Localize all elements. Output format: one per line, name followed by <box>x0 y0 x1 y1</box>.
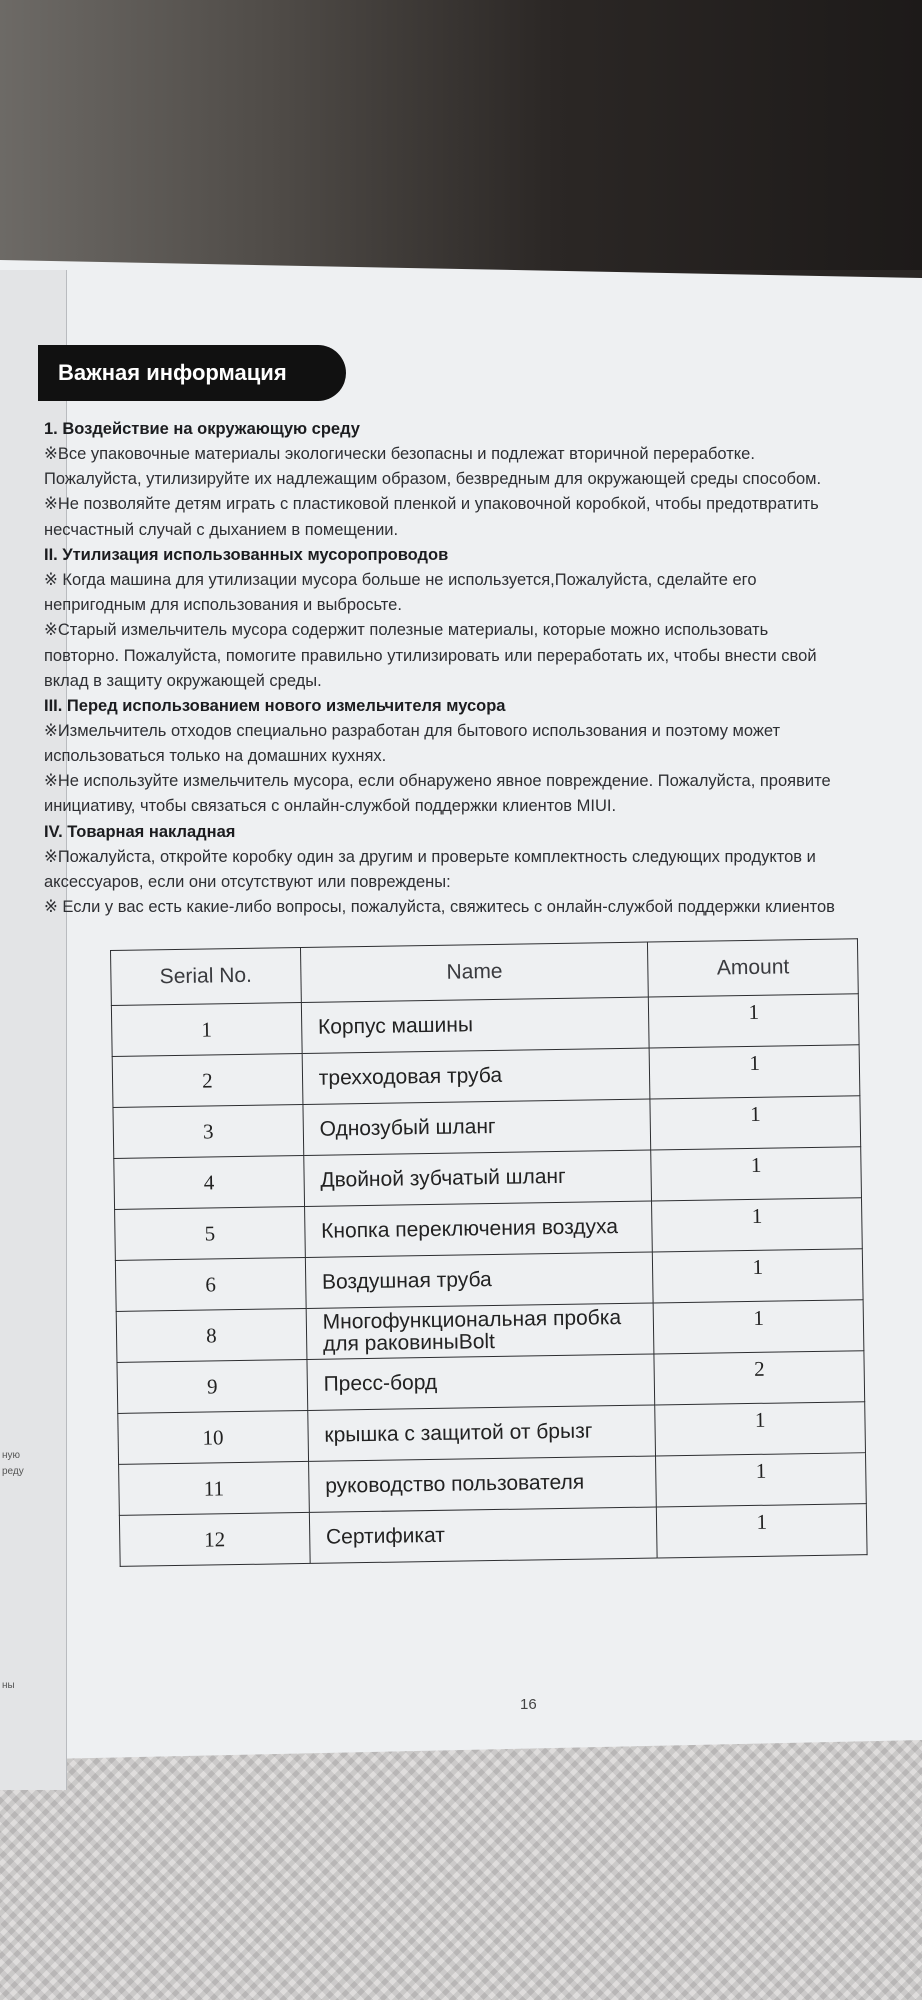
name-cell: Многофункциональная пробка для раковиныBolt <box>306 1303 654 1359</box>
left-page-fragment: ны <box>2 1680 15 1691</box>
paragraph-line: аксессуаров, если они отсутствуют или повреждены: <box>44 873 451 891</box>
background-room <box>0 0 922 270</box>
amount-cell: 2 <box>654 1351 864 1405</box>
paragraph-line: ※Не используйте измельчитель мусора, если обнаружено явное повреждение. Пожалуйста, проявите <box>44 772 831 790</box>
left-page-fragment: реду <box>2 1466 24 1477</box>
serial-cell: 10 <box>118 1410 309 1464</box>
paragraph-line: ※ Когда машина для утилизации мусора больше не используется,Пожалуйста, сделайте его <box>44 571 757 589</box>
name-cell: Пресс-борд <box>307 1354 655 1410</box>
paragraph-line: ※ Если у вас есть какие-либо вопросы, пожалуйста, свяжитесь с онлайн-службой поддержки клиентов <box>44 898 835 916</box>
amount-cell: 1 <box>649 994 859 1048</box>
name-cell: руководство пользователя <box>308 1456 656 1512</box>
page-number: 16 <box>520 1696 537 1713</box>
amount-cell: 1 <box>655 1402 865 1456</box>
amount-cell: 1 <box>651 1147 861 1201</box>
serial-cell: 9 <box>117 1359 308 1413</box>
background-knit-fabric <box>0 1740 922 2000</box>
serial-cell: 6 <box>115 1257 306 1311</box>
amount-cell: 1 <box>654 1300 864 1354</box>
paragraph-line: Пожалуйста, утилизируйте их надлежащим образом, безвредным для окружающей среды способом. <box>44 470 822 488</box>
amount-cell: 1 <box>657 1504 867 1558</box>
heading-before-use: III. Перед использованием нового измельчителя мусора <box>44 697 506 715</box>
column-header-amount: Amount <box>648 939 858 997</box>
name-cell: Воздушная труба <box>305 1252 653 1308</box>
name-cell: Корпус машины <box>301 997 649 1053</box>
serial-cell: 2 <box>112 1053 303 1107</box>
name-cell: крышка с защитой от брызг <box>308 1405 656 1461</box>
paragraph-line: непригодным для использования и выбросьте. <box>44 596 402 614</box>
serial-cell: 5 <box>115 1206 306 1260</box>
heading-packing-list: IV. Товарная накладная <box>44 823 236 841</box>
heading-disposal: II. Утилизация использованных мусоропроводов <box>44 546 449 564</box>
name-cell: Однозубый шланг <box>303 1099 651 1155</box>
section-title: Важная информация <box>38 345 346 401</box>
amount-cell: 1 <box>650 1096 860 1150</box>
amount-cell: 1 <box>650 1045 860 1099</box>
amount-cell: 1 <box>656 1453 866 1507</box>
paragraph-line: ※Старый измельчитель мусора содержит полезные материалы, которые можно использовать <box>44 621 769 639</box>
serial-cell: 11 <box>119 1461 310 1515</box>
name-cell: Сертификат <box>309 1507 657 1563</box>
paragraph-line: ※Пожалуйста, откройте коробку один за другим и проверьте комплектность следующих продуктов и <box>44 848 816 866</box>
serial-cell: 12 <box>119 1512 310 1566</box>
amount-cell: 1 <box>652 1198 862 1252</box>
packing-list-table <box>110 938 868 1567</box>
heading-environment: 1. Воздействие на окружающую среду <box>44 420 360 438</box>
column-header-serial: Serial No. <box>111 948 302 1006</box>
paragraph-line: ※Все упаковочные материалы экологически безопасны и подлежат вторичной переработке. <box>44 445 755 463</box>
paragraph-line: ※Не позволяйте детям играть с пластиковой пленкой и упаковочной коробкой, чтобы предотвратить <box>44 495 819 513</box>
paragraph-line: инициативу, чтобы связаться с онлайн-службой поддержки клиентов MIUI. <box>44 797 617 815</box>
paragraph-line: ※Измельчитель отходов специально разработан для бытового использования и поэтому может <box>44 722 781 740</box>
name-cell: Кнопка переключения воздуха <box>304 1201 652 1257</box>
left-page-fragment: ную <box>2 1450 21 1461</box>
name-cell: Двойной зубчатый шланг <box>304 1150 652 1206</box>
amount-cell: 1 <box>653 1249 863 1303</box>
name-cell: трехходовая труба <box>302 1048 650 1104</box>
paragraph-line: повторно. Пожалуйста, помогите правильно утилизировать или переработать их, чтобы внести свой <box>44 647 817 665</box>
serial-cell: 8 <box>116 1308 307 1362</box>
serial-cell: 4 <box>114 1155 305 1209</box>
serial-cell: 3 <box>113 1104 304 1158</box>
paragraph-line: несчастный случай с дыханием в помещении. <box>44 521 399 539</box>
paragraph-line: использоваться только на домашних кухнях. <box>44 747 387 765</box>
serial-cell: 1 <box>111 1003 302 1057</box>
paragraph-line: вклад в защиту окружающей среды. <box>44 672 322 690</box>
column-header-name: Name <box>300 942 649 1002</box>
